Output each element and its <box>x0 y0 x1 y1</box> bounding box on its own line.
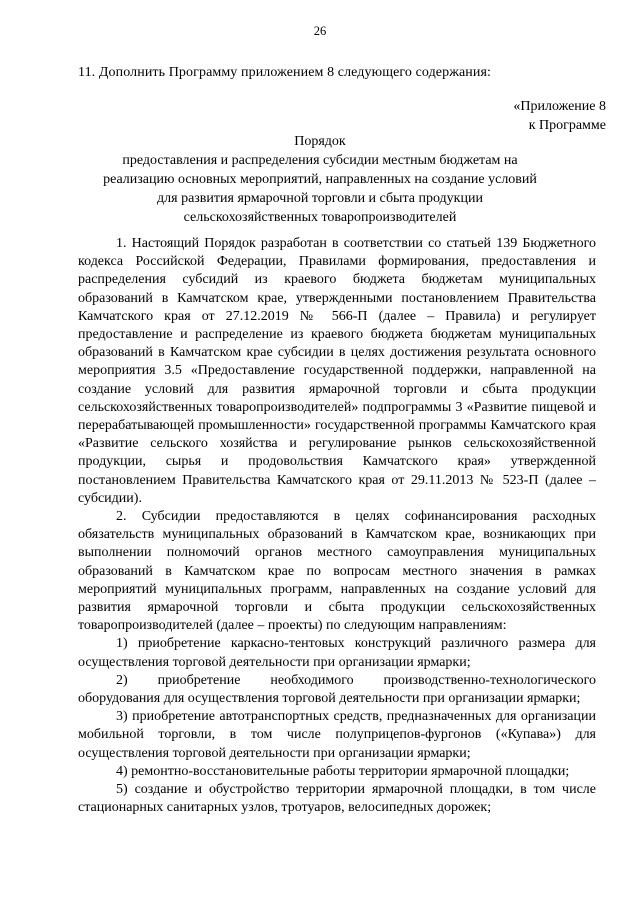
paragraph-2: 2. Субсидии предоставляются в целях софинансирования расходных обязательств муниципальных образований в Камчатском крае, возникающих при выполнении полномочий органов местного самоуправления муниципальных образований в Камчатском крае по вопросам местного значения в рамках мероприятий муниципальных программ, направленных на создание условий для развития ярмарочной торговли и сбыта продукции сельскохозяйственных товаропроизводителей (далее – проекты) по следующим направлениям: <box>78 509 596 634</box>
paragraph-1: 1. Настоящий Порядок разработан в соответствии со статьей 139 Бюджетного кодекса Российской Федерации, Правилами формирования, предоставления и распределения субсидий из краевого бюджета бюджетам муниципальных образований в Камчатском крае, утвержденными постановлением Правительства Камчатского края от 27.12.2019 № 566-П (далее – Правила) и регулирует предоставление и распределение из краевого бюджета бюджетам муниципальных образований в Камчатском крае субсидии в целях достижения результата основного мероприятия 3.5 «Предоставление государственной поддержки, направленной на создание условий для развития ярмарочной торговли и сбыта продукции сельскохозяйственных товаропроизводителей» подпрограммы 3 «Развитие пищевой и перерабатывающей промышленности» государственной программы Камчатского края «Развитие сельского хозяйства и регулирование рынков сельскохозяйственной продукции, сырья и продовольствия Камчатского края» утвержденной постановлением Правительства Камчатского края от 29.11.2013 № 523-П (далее – субсидии). <box>78 236 596 506</box>
list-item: 4) ремонтно-восстановительные работы территории ярмарочной площадки; <box>116 763 570 779</box>
order-title-line: реализацию основных мероприятий, направленных на создание условий <box>103 172 537 187</box>
order-title-heading: Порядок <box>294 134 346 149</box>
amendment-intro: 11. Дополнить Программу приложением 8 следующего содержания: <box>78 65 492 80</box>
page-number: 26 <box>313 24 327 38</box>
order-title-line: для развития ярмарочной торговли и сбыта продукции <box>157 191 483 206</box>
document-body <box>78 235 596 818</box>
appendix-header <box>513 97 606 135</box>
list-item: 3) приобретение автотранспортных средств, предназначенных для организации мобильной торговли, в том числе полуприцепов-фургонов («Купава») для осуществления торговой деятельности при организации ярмарки; <box>78 709 596 761</box>
appendix-label: «Приложение 8 <box>513 99 606 114</box>
order-title <box>0 132 640 227</box>
list-item: 5) создание и обустройство территории ярмарочной площадки, в том числе стационарных санитарных узлов, тротуаров, велосипедных дорожек; <box>78 782 596 816</box>
order-title-line: сельскохозяйственных товаропроизводителей <box>183 210 457 225</box>
list-item: 2) приобретение необходимого производственно-технологического оборудования для осуществления торговой деятельности при организации ярмарки; <box>78 672 596 707</box>
order-title-line: предоставления и распределения субсидии местным бюджетам на <box>122 153 518 168</box>
appendix-program-label: к Программе <box>528 118 606 133</box>
list-item: 1) приобретение каркасно-тентовых конструкций различного размера для осуществления торговой деятельности при организации ярмарки; <box>78 636 596 670</box>
